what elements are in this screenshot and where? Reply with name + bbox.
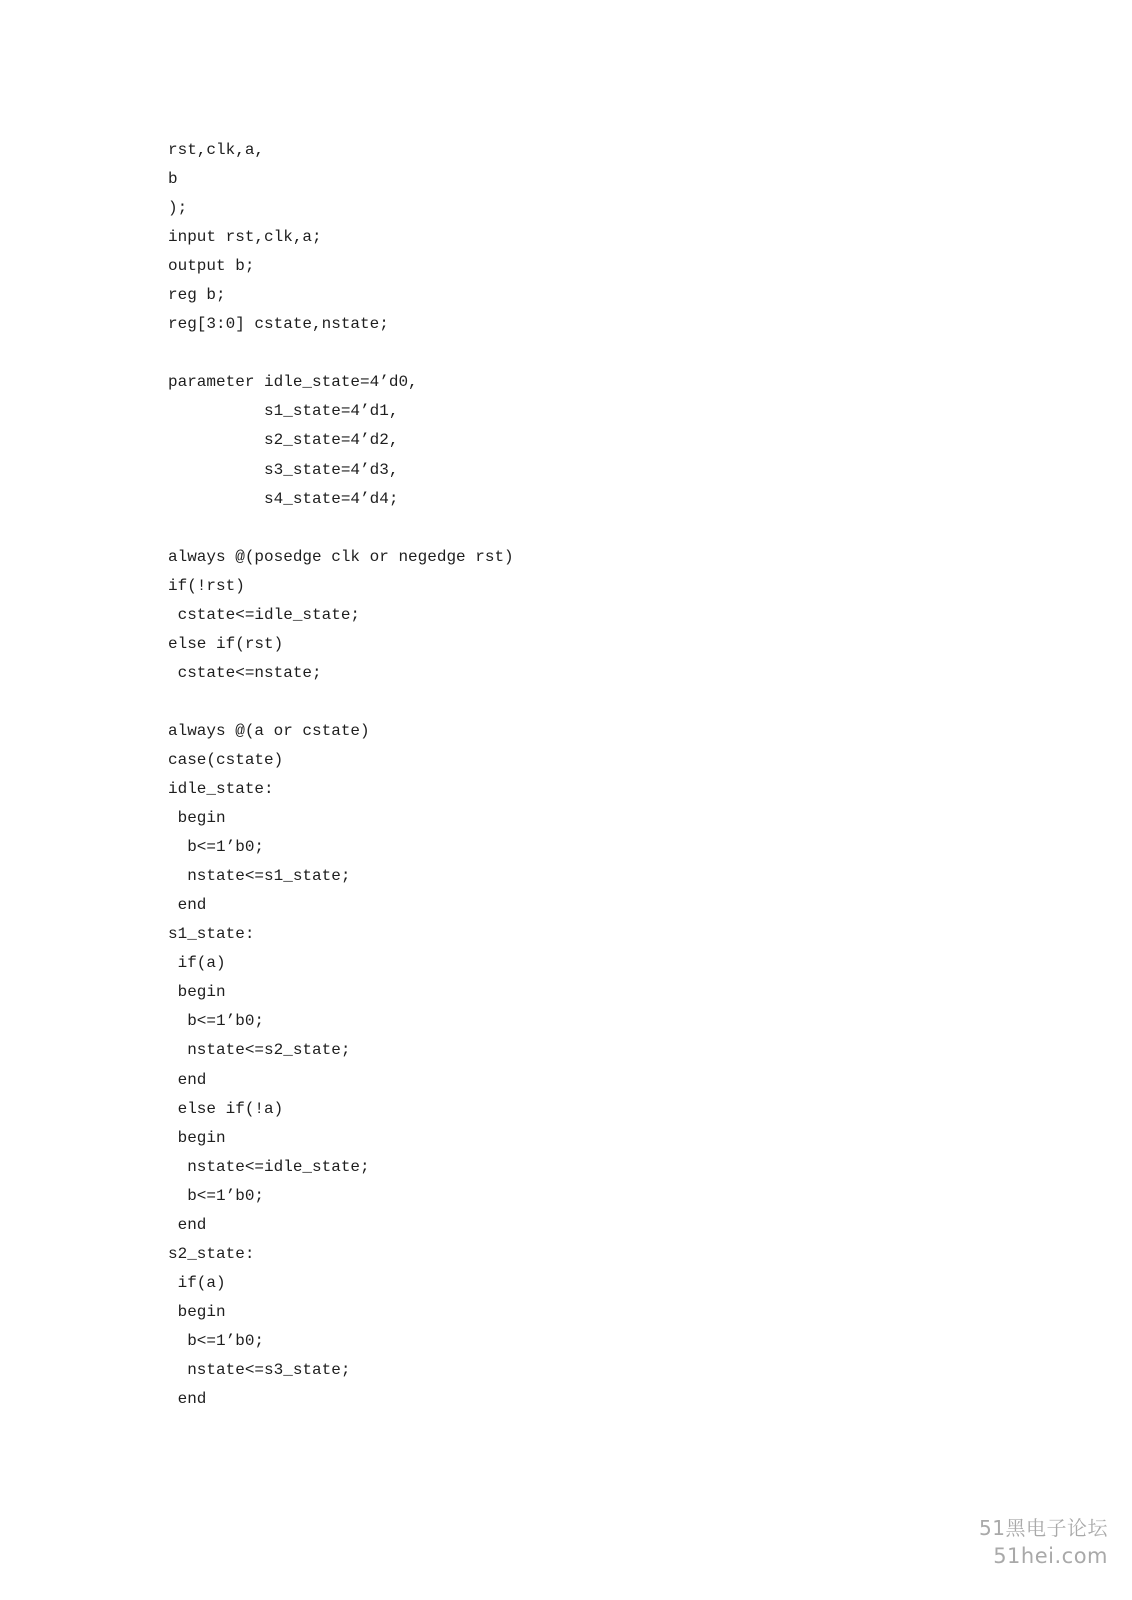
code-line: cstate<=nstate; [168,663,322,682]
code-line: else if(rst) [168,634,284,653]
code-line: b<=1’b0; [168,1012,265,1031]
code-line: b<=1’b0; [168,1331,265,1350]
code-line: begin [168,1302,226,1321]
watermark-url: 51hei.com [993,1544,1108,1568]
code-line: rst,clk,a, [168,141,265,159]
code-line [168,514,968,543]
code-line: if(a) [168,1273,226,1292]
code-line: b [168,170,178,189]
code-line: if(a) [168,954,226,973]
code-line: input rst,clk,a; [168,228,322,247]
code-line: reg[3:0] cstate,nstate; [168,315,389,334]
code-line: begin [168,983,226,1002]
code-block [168,136,968,1414]
code-line: end [168,896,207,915]
watermark-title: 51黑电子论坛 [979,1516,1108,1540]
code-line: case(cstate) [168,750,284,769]
code-line: cstate<=idle_state; [168,605,361,624]
code-line: nstate<=s1_state; [168,867,351,886]
code-line: s2_state: [168,1244,255,1263]
code-line: end [168,1390,207,1409]
code-line: always @(a or cstate) [168,721,370,740]
code-line [168,688,968,717]
code-line: s1_state: [168,925,255,944]
watermark [979,1514,1108,1570]
code-line: output b; [168,257,255,276]
code-line [168,339,968,368]
code-line: end [168,1215,207,1234]
code-line: nstate<=s2_state; [168,1041,351,1060]
code-line: b<=1’b0; [168,1186,265,1205]
code-line: begin [168,809,226,828]
code-line: reg b; [168,286,226,305]
code-line: b<=1’b0; [168,838,265,857]
code-line: ); [168,199,188,218]
code-line: always @(posedge clk or negedge rst) [168,547,514,566]
code-line: parameter idle_state=4’d0, [168,373,418,392]
code-line: s3_state=4’d3, [168,460,399,479]
code-line: nstate<=s3_state; [168,1360,351,1379]
code-line: end [168,1070,207,1089]
code-line: else if(!a) [168,1099,284,1118]
code-line: idle_state: [168,780,274,799]
code-line: begin [168,1128,226,1147]
code-line: s4_state=4’d4; [168,489,399,508]
code-line: s2_state=4’d2, [168,431,399,450]
code-line: if(!rst) [168,576,245,595]
code-line: s1_state=4’d1, [168,402,399,421]
code-line: nstate<=idle_state; [168,1157,370,1176]
